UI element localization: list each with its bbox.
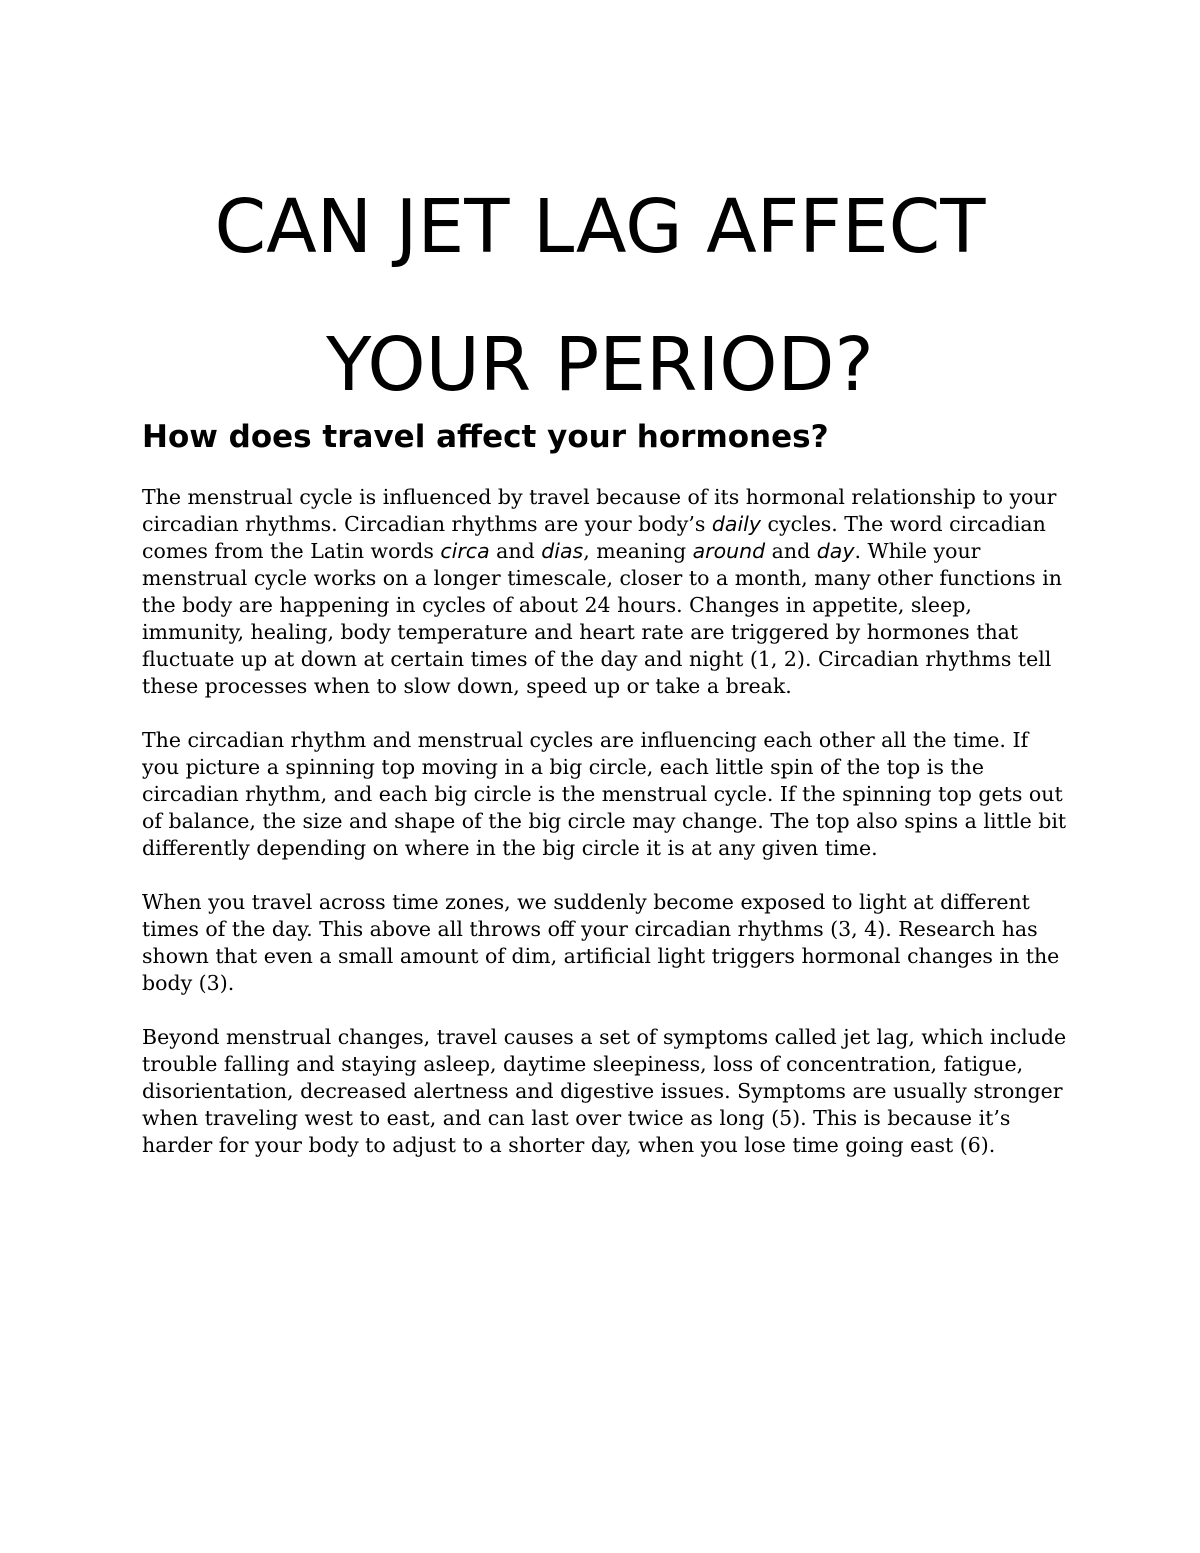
paragraph-line xyxy=(142,754,1082,781)
text-run: you picture a spinning top moving in a big circle, each little spin of the top is the xyxy=(142,755,984,779)
paragraph-line xyxy=(142,484,1082,511)
text-run: disorientation, decreased alertness and digestive issues. Symptoms are usually stronger xyxy=(142,1079,1063,1103)
paragraph-line xyxy=(142,646,1082,673)
text-run: trouble falling and staying asleep, daytime sleepiness, loss of concentration, fatigue, xyxy=(142,1052,1024,1076)
paragraph-line xyxy=(142,889,1082,916)
emphasized-word: circa xyxy=(440,539,490,563)
paragraph-line xyxy=(142,565,1082,592)
emphasized-word: daily xyxy=(711,512,761,536)
paragraph-line xyxy=(142,916,1082,943)
section-heading: How does travel affect your hormones? xyxy=(142,419,829,455)
body-paragraph xyxy=(142,1024,1082,1159)
text-run: these processes when to slow down, speed up or take a break. xyxy=(142,674,792,698)
text-run: menstrual cycle works on a longer timescale, closer to a month, many other functions in xyxy=(142,566,1062,590)
text-run: when traveling west to east, and can last over twice as long (5). This is because it’s xyxy=(142,1106,1011,1130)
text-run: circadian rhythm, and each big circle is the menstrual cycle. If the spinning top gets out xyxy=(142,782,1063,806)
text-run: fluctuate up at down at certain times of the day and night (1, 2). Circadian rhythms tell xyxy=(142,647,1052,671)
page-title xyxy=(100,158,1100,434)
text-run: the body are happening in cycles of about 24 hours. Changes in appetite, sleep, xyxy=(142,593,972,617)
text-run: times of the day. This above all throws off your circadian rhythms (3, 4). Research has xyxy=(142,917,1038,941)
paragraph-line xyxy=(142,781,1082,808)
paragraph-line xyxy=(142,808,1082,835)
paragraph-line xyxy=(142,1078,1082,1105)
paragraph-line xyxy=(142,943,1082,970)
text-run: circadian rhythms. Circadian rhythms are your body’s xyxy=(142,512,712,536)
paragraph-line xyxy=(142,835,1082,862)
body-paragraph xyxy=(142,484,1082,700)
paragraph-line xyxy=(142,970,1082,997)
title-line: YOUR PERIOD? xyxy=(326,322,874,408)
paragraph-line xyxy=(142,592,1082,619)
text-run: harder for your body to adjust to a shorter day, when you lose time going east (6). xyxy=(142,1133,996,1157)
text-run: shown that even a small amount of dim, artificial light triggers hormonal changes in the xyxy=(142,944,1060,968)
title-line: CAN JET LAG AFFECT xyxy=(214,184,986,270)
text-run: of balance, the size and shape of the big circle may change. The top also spins a little bit xyxy=(142,809,1067,833)
text-run: . While your xyxy=(854,539,981,563)
text-run: immunity, healing, body temperature and heart rate are triggered by hormones that xyxy=(142,620,1019,644)
paragraph-line xyxy=(142,511,1082,538)
paragraph-line xyxy=(142,1024,1082,1051)
text-run: Beyond menstrual changes, travel causes a set of symptoms called jet lag, which include xyxy=(142,1025,1067,1049)
text-run: The menstrual cycle is influenced by travel because of its hormonal relationship to your xyxy=(142,485,1057,509)
paragraph-line xyxy=(142,1051,1082,1078)
paragraph-line xyxy=(142,673,1082,700)
emphasized-word: dias xyxy=(541,539,584,563)
text-run: cycles. The word circadian xyxy=(761,512,1046,536)
text-run: The circadian rhythm and menstrual cycles are influencing each other all the time. If xyxy=(142,728,1029,752)
text-run: and xyxy=(765,539,817,563)
paragraph-line xyxy=(142,1132,1082,1159)
paragraph-line xyxy=(142,538,1082,565)
text-run: differently depending on where in the big circle it is at any given time. xyxy=(142,836,878,860)
emphasized-word: day xyxy=(816,539,855,563)
emphasized-word: around xyxy=(692,539,766,563)
paragraph-line xyxy=(142,619,1082,646)
article-body xyxy=(142,484,1082,1186)
text-run: body (3). xyxy=(142,971,235,995)
paragraph-line xyxy=(142,727,1082,754)
body-paragraph xyxy=(142,889,1082,997)
text-run: and xyxy=(489,539,542,563)
paragraph-line xyxy=(142,1105,1082,1132)
text-run: comes from the Latin words xyxy=(142,539,441,563)
text-run: When you travel across time zones, we suddenly become exposed to light at different xyxy=(142,890,1030,914)
text-run: , meaning xyxy=(583,539,693,563)
body-paragraph xyxy=(142,727,1082,862)
